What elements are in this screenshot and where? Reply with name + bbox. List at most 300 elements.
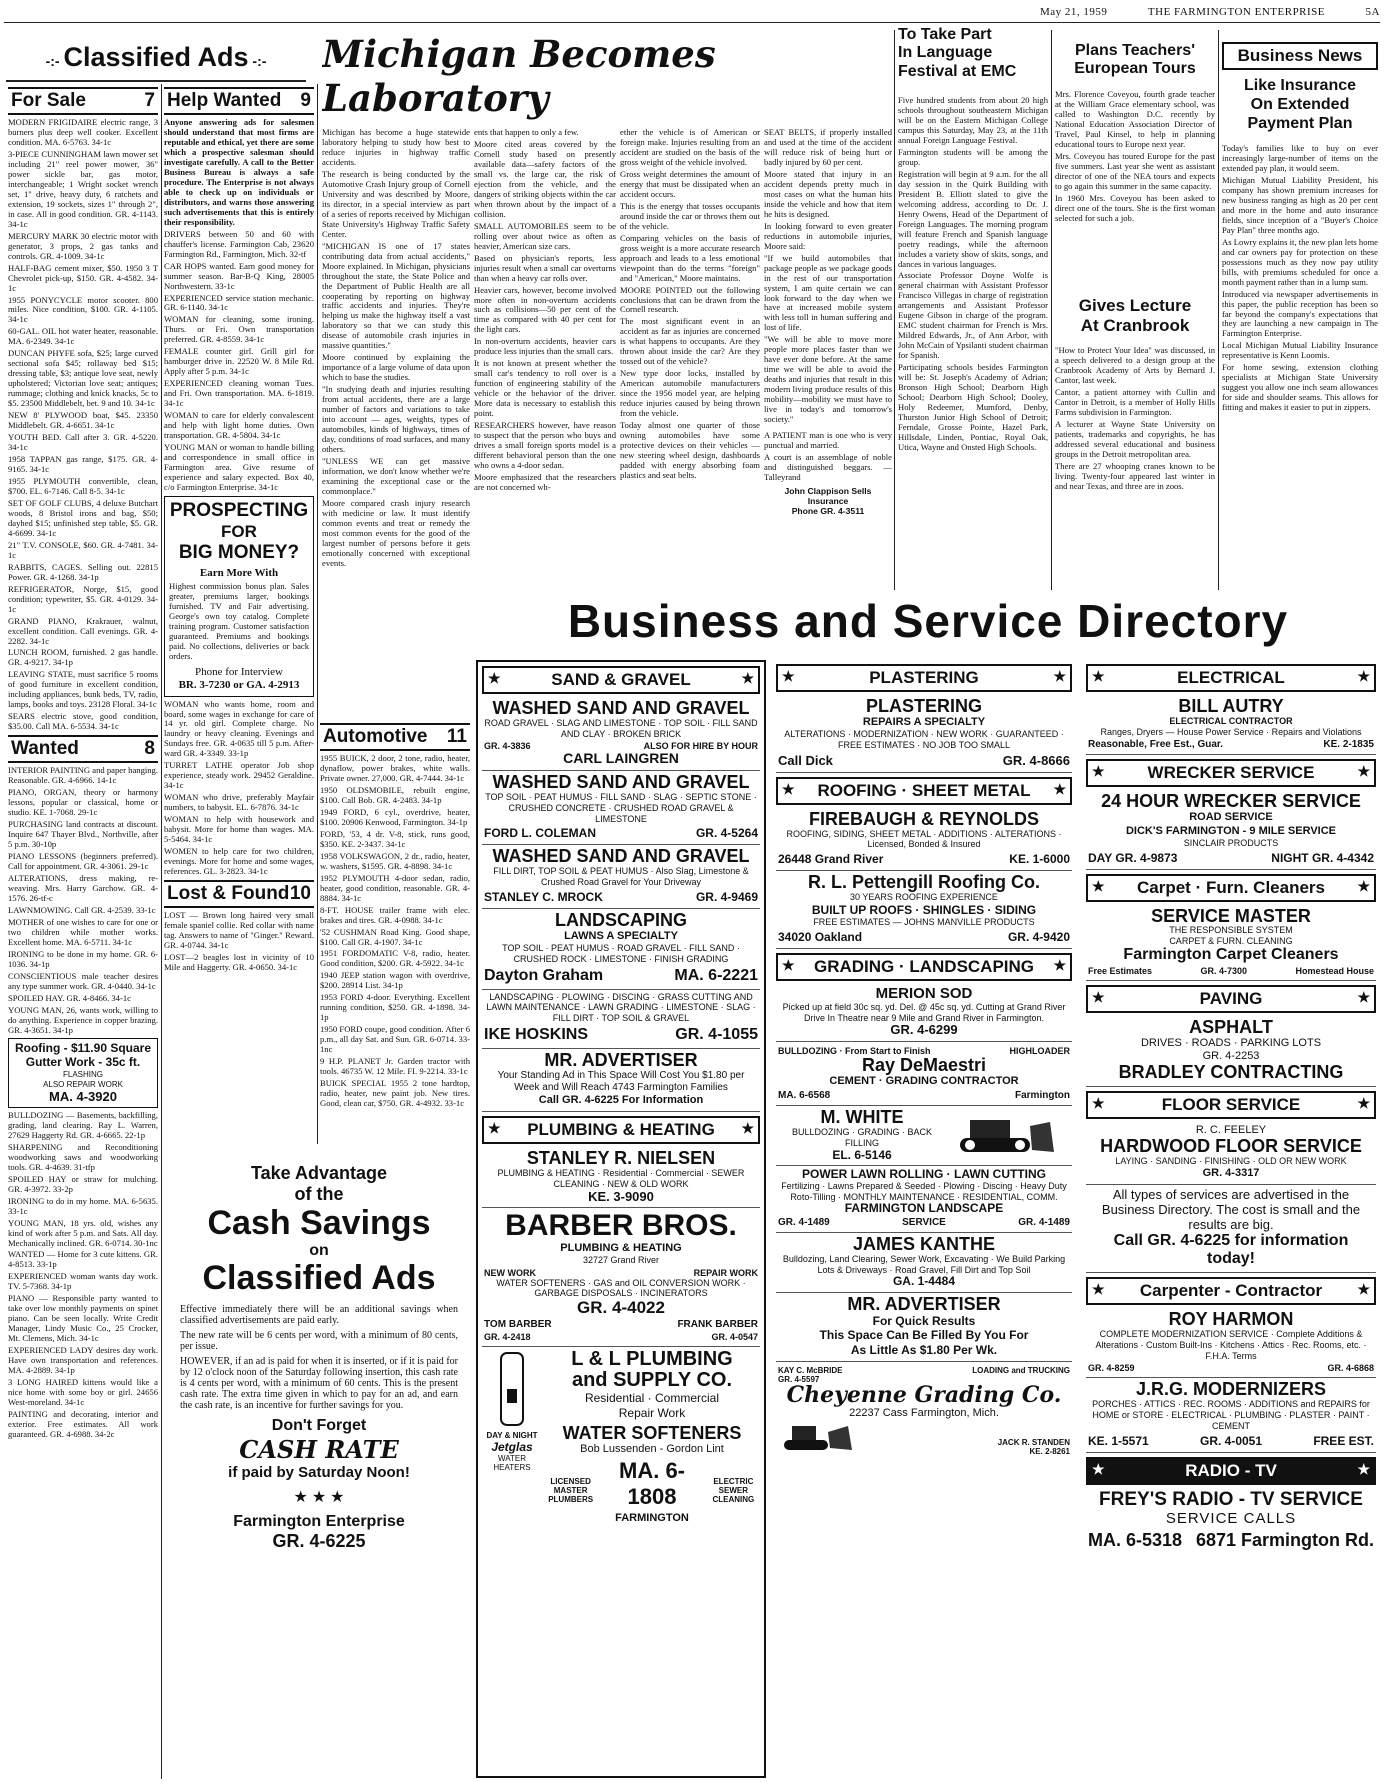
- article-paragraph: Moore continued by explaining the importance of a large volume of data upon which to base the studies.: [322, 352, 470, 383]
- page-header: [1040, 6, 1380, 18]
- biz-ll-right: ELECTRIC SEWER CLEANING: [712, 1477, 755, 1505]
- filler-court: A court is an assemblage of noble and distinguished beggars. —Talleyrand: [764, 452, 892, 482]
- biz-jrg-phone1: KE. 1-5571: [1088, 1433, 1149, 1448]
- automotive-column: [320, 720, 470, 1150]
- biz-merion-sub: Picked up at field 30c sq. yd. Del. @ 45c sq. yd. Cutting at Grand River Drive In Theatre near 9 Mile and Grand River in Farmington.: [782, 1001, 1066, 1023]
- water-heater-graphic: [484, 1349, 540, 1524]
- biz-fl-phone2: GR. 4-1489: [1018, 1216, 1070, 1228]
- category-electrical: ★ ELECTRICAL ★: [1086, 664, 1376, 692]
- biz-barber-phone: GR. 4-4022: [577, 1298, 665, 1318]
- advertiser2-name: MR. ADVERTISER: [847, 1294, 1001, 1315]
- biz-harmon-phone2: GR. 4-6868: [1327, 1363, 1374, 1374]
- roofing-line4: ALSO REPAIR WORK: [43, 1079, 123, 1089]
- biz-pettengill-name: R. L. Pettengill Roofing Co.: [808, 872, 1040, 893]
- article-paragraph: This is the energy that tosses occupants around inside the car or throws them out of the vehicle.: [620, 200, 760, 231]
- biz-laingren-sub: ROAD GRAVEL · SLAG AND LIMESTONE · TOP SOIL · FILL SAND AND CLAY · BROKEN BRICK: [484, 717, 758, 739]
- article-paragraph: Cantor, a patient attorney with Cullin and Cantor in Detroit, is a member of Holly Hills Farms subdivision in Farmington.: [1055, 386, 1215, 417]
- biz-mrock-sub: FILL DIRT, TOP SOIL & PEAT HUMUS · Also Slag, Limestone & Crushed Road Gravel for Your Driveway: [493, 866, 749, 888]
- biz-firebaugh-name: FIREBAUGH & REYNOLDS: [808, 808, 1039, 829]
- classified-ad: 1950 FORD coupe, good condition. After 6 p.m., all day Sat. and Sun. GR. 6-0714. 33-1nc: [320, 1024, 470, 1055]
- cash-rate: CASH RATE: [239, 1434, 399, 1464]
- biz-advertiser-2: [776, 1293, 1072, 1362]
- classified-ad: LOST — Brown long haired very small female spaniel collie. Red collar with name tag. Answers to name of "Ginger." Reward. GR. 4-0744. 34-1c: [164, 910, 314, 950]
- article-paragraph: RESEARCHERS however, have reason to suspect that the person who buys and drives a small foreign sports model is a different behavioral person than the one who owns a 4-door sedan.: [474, 420, 616, 470]
- classified-ad: FORD, '53, 4 dr. V-8, stick, runs good, $350. KE. 2-3437. 34-1c: [320, 828, 470, 849]
- biz-pettengill-sub1: 30 YEARS ROOFING EXPERIENCE: [850, 892, 998, 903]
- biz-ll-name1: L & L PLUMBING: [571, 1348, 733, 1371]
- heater-brand: Jetglas: [491, 1440, 533, 1455]
- classified-ad: REFRIGERATOR, Norge, $15, good condition; typewriter, $5. GR. 4-0129. 34-1c: [8, 583, 158, 614]
- roofing-line1: Roofing - $11.90 Square: [14, 1041, 152, 1056]
- prospecting-ad-box: [164, 496, 314, 697]
- biz-hoskins-sub: LANDSCAPING · PLOWING · DISCING · GRASS CUTTING AND LAWN MAINTENANCE · LAWN GRADING · LIMESTONE · SLAG · FILL DIRT · TOP SOIL & GRAVEL: [486, 991, 756, 1024]
- classified-ad: PIANO — Responsible party wanted to take over low monthly payments on spinet piano. Can be seen locally. Write Credit Manager, Lindy Music Co., 25 Crocker, Mt. Clemens, Mich. 34-1c: [8, 1293, 158, 1344]
- biz-nielsen-sub: PLUMBING & HEATING · Residential · Commercial · SEWER CLEANING · NEW & OLD WORK: [497, 1167, 745, 1189]
- biz-cheyenne-owner1: KAY C. McBRIDE: [778, 1366, 843, 1376]
- biz-sm-right: Homestead House: [1295, 965, 1374, 976]
- biz-kanthe: [776, 1233, 1072, 1293]
- article-paragraph: SEAT BELTS, if properly installed and used at the time of the accident will reduce risk of being hurt or badly injured by 60 per cent.: [764, 128, 892, 167]
- directory-column-2: [772, 660, 1076, 1778]
- classified-ad: GRAND PIANO, Krakrauer, walnut, excellent condition. Call evenings. GR. 4-2282. 34-1c: [8, 615, 158, 646]
- cash-stars: ★ ★ ★: [293, 1488, 345, 1506]
- classified-ad: SPOILED HAY. GR. 4-8466. 34-1c: [8, 992, 131, 1003]
- biz-plastering: [776, 695, 1072, 773]
- article-paragraph: Participating schools besides Farmington will be: St. Joseph's Academy of Adrian; Bronson High School; Dearborn High School; Dearborn High School; Dooley, Holy Redeemer, Mumford, Denby, Thurston Junior High School of Detroit; Ferndale, Grosse Pointe, Hazel Park, Hillsdale, Linden, Pontiac, Royal Oak, Utica, Wayne and Onsted High Schools.: [898, 362, 1048, 452]
- biz-barber-phone1: GR. 4-2418: [484, 1332, 531, 1343]
- crash-column-1: [322, 128, 470, 718]
- article-paragraph: Moore compared crash injury research with medicine or law. It must identify common events and treat or remedy the most common events for the good of the largest number of persons before it gets emotionally concerned with exceptional events.: [322, 497, 470, 568]
- biz-graham-phone: MA. 6-2221: [674, 966, 758, 984]
- biz-fl-name2: FARMINGTON LANDSCAPE: [844, 1201, 1004, 1216]
- biz-nielsen: [482, 1147, 760, 1208]
- article-paragraph: SMALL AUTOMOBILES seem to be rolling over about twice as often as heavier, American size cars.: [474, 220, 616, 251]
- biz-pettengill-phone: GR. 4-9420: [1007, 930, 1070, 945]
- classified-ad: IRONING to be done in my home. GR. 6-1036. 34-1p: [8, 948, 158, 969]
- roofing-phone: MA. 4-3920: [49, 1088, 117, 1104]
- biz-wrecker-sub2: DICK'S FARMINGTON - 9 MILE SERVICE: [1125, 824, 1336, 837]
- classified-ad: WOMAN who wants home, room and board, some wages in exchange for care of 14 yr. old girl. Complete charge. No laundry or heavy cleaning. Evenings and Sundays free. GR. 4-0635 till 5 p.m. After-ward GR. 4-3349. 33-1p: [164, 698, 314, 759]
- article-paragraph: Today almost one quarter of those owning automobiles have some protective devices on their vehicles — new steering wheel design, dashboards padded with energy absorbing foam plastics and seat belts.: [620, 420, 760, 480]
- heater-label: DAY & NIGHT: [486, 1431, 538, 1441]
- article-paragraph: "We will be able to move more people more places faster than we have ever done before. At the same time we will be able to avoid the deaths and injuries that result in this modern living produce results of this mobility—mobility we must have to live in today's and tomorrow's society.": [764, 334, 892, 425]
- biz-freys: [1086, 1488, 1376, 1555]
- biz-pettengill-sub3: FREE ESTIMATES — JOHNS MANVILLE PRODUCTS: [813, 917, 1035, 928]
- bn-headline-line1: Like Insurance: [1243, 77, 1357, 94]
- cash-line1: Take Advantage: [250, 1163, 388, 1183]
- bulldozer-icon: [950, 1112, 1070, 1158]
- cash-phone: GR. 4-6225: [272, 1530, 366, 1551]
- automotive-list: [320, 754, 470, 1109]
- roofing-line2: Gutter Work - 35c ft.: [25, 1055, 141, 1070]
- classified-ad: CAR HOPS wanted. Earn good money for summer season. Bar-B-Q King, 28005 Northwestern. 33-1c: [164, 260, 314, 291]
- teachers-headline-line1: Plans Teachers': [1074, 42, 1195, 59]
- article-paragraph: Moore emphasized that the researchers are not concerned wh-: [474, 471, 616, 492]
- category-plumbing-heating: ★ PLUMBING & HEATING ★: [482, 1116, 760, 1144]
- wanted-header: Wanted 8: [8, 735, 158, 763]
- issue-date: May 21, 1959: [1040, 6, 1108, 18]
- classified-ad: EXPERIENCED cleaning woman Tues. and Fri. Own transportation. MA. 6-1819. 34-1c: [164, 378, 314, 409]
- biz-autry-name: BILL AUTRY: [1178, 696, 1284, 716]
- lost-found-list: [164, 911, 314, 973]
- cash-savings-ad: [168, 1155, 470, 1655]
- biz-demaestri-sub: CEMENT · GRADING CONTRACTOR: [829, 1074, 1019, 1087]
- classified-title: -:- Classified Ads -:-: [45, 42, 267, 72]
- biz-freys-addr: 6871 Farmington Rd.: [1195, 1529, 1374, 1550]
- advertiser1-name: MR. ADVERTISER: [544, 1050, 698, 1070]
- promo-body: All types of services are advertised in the Business Directory. The cost is small and the results are big.: [1101, 1187, 1361, 1233]
- wanted-list: [8, 766, 158, 1035]
- biz-freys-sub: SERVICE CALLS: [1165, 1509, 1297, 1527]
- classified-ad: WOMAN who drive, preferably Mayfair numbers, to babysit. EL. 6-7876. 34-1c: [164, 792, 314, 813]
- cash-paper: Farmington Enterprise: [233, 1512, 405, 1530]
- category-carpet: ★ Carpet · Furn. Cleaners ★: [1086, 874, 1376, 902]
- classified-ad: DRIVERS between 50 and 60 with chauffer's license. Farmington Cab, 23620 Farmington Rd., Farmington, Mich. 32-tf: [164, 228, 314, 259]
- classified-ad: ALTERATIONS, dress making, re-weaving. Mrs. Harry Garchow. GR. 4-1576. 26-tf-c: [8, 872, 158, 903]
- biz-fl-phone1: GR. 4-1489: [778, 1216, 830, 1228]
- classified-column-1: [8, 84, 158, 1779]
- biz-feeley-owner: R. C. FEELEY: [1195, 1123, 1267, 1136]
- lecture-article: [1055, 346, 1215, 588]
- prospecting-phones: BR. 3-7230 or GA. 4-2913: [178, 678, 300, 691]
- article-paragraph: For home sewing, extension clothing specialists at Michigan State University suggest you allow one inch seam allowances for side and shoulder seams. This allows for fitting and makes it easier to put in zippers.: [1222, 362, 1378, 413]
- biz-barber-owner2: FRANK BARBER: [677, 1319, 758, 1331]
- cash-line4: on: [309, 1242, 329, 1260]
- filler-patient: A PATIENT man is one who is very punctual and married.: [764, 430, 892, 451]
- classified-ad: PIANO, ORGAN, theory or harmony lessons, popular or classical, home or studio. KE. 1-7068. 29-1c: [8, 787, 158, 818]
- biz-laingren-phone: GR. 4-3836: [484, 741, 531, 752]
- prospecting-title1: PROSPECTING: [169, 499, 309, 521]
- biz-plastering-sub1: REPAIRS A SPECIALTY: [862, 715, 986, 728]
- biz-demaestri: [776, 1042, 1072, 1106]
- biz-coleman-owner: FORD L. COLEMAN: [484, 826, 596, 841]
- biz-freys-name: FREY'S RADIO - TV SERVICE: [1099, 1488, 1363, 1510]
- article-paragraph: A lecturer at Wayne State University on patients, trademarks and copyrights, he has addressed several educational and business groups in the Detroit metropolitan area.: [1055, 418, 1215, 459]
- biz-fl-name: POWER LAWN ROLLING · LAWN CUTTING: [802, 1167, 1046, 1182]
- biz-pettengill: [776, 871, 1072, 949]
- biz-mrock-owner: STANLEY C. MROCK: [484, 889, 603, 904]
- heater-sub: WATER HEATERS: [493, 1454, 531, 1473]
- prospecting-body: Highest commission bonus plan. Sales greater, premiums larger, bookings furnished. TV and Fair advertising. George's own toy catalog. Complete training program. Customer satisfaction guaranteed. Premiums and bookings paid. No collections, deliveries or back orders.: [169, 581, 309, 662]
- help-wanted-list: [164, 230, 314, 493]
- prospecting-sub: Earn More With: [199, 566, 279, 579]
- biz-white-name: M. WHITE: [820, 1107, 904, 1128]
- prospecting-title2: FOR: [221, 521, 257, 541]
- biz-plastering-phone: GR. 4-8666: [1002, 752, 1070, 768]
- biz-freys-phone: MA. 6-5318: [1088, 1529, 1183, 1550]
- article-paragraph: Moore cited areas covered by the Cornell study based on presently available data—safety factors of the small vs. the large car, the risk of ejection from the vehicle, and the dangers of striking objects within the car when thrown about by the impact of a collision.: [474, 138, 616, 219]
- teachers-headline: [1055, 42, 1215, 86]
- classified-ad: 1955 PONYCYCLE motor scooter. 800 miles. Nice condition, $100. GR. 4-1105. 34-1c: [8, 294, 158, 325]
- biz-firebaugh-sub: ROOFING, SIDING, SHEET METAL · ADDITIONS · ALTERATIONS · Licensed, Bonded & Insured: [786, 828, 1062, 850]
- article-paragraph: ents that happen to only a few.: [474, 128, 579, 137]
- classified-ad: WOMAN to help with housework and babysit. More for home than wages. MA. 5-5464. 34-1c: [164, 814, 314, 845]
- bn-headline-line3: Payment Plan: [1247, 115, 1353, 133]
- for-sale-list: [8, 118, 158, 732]
- article-paragraph: In 1960 Mrs. Coveyou has been asked to direct one of the tours. She is the first woman selected for such a job.: [1055, 192, 1215, 223]
- biz-bradley-sub: DRIVES · ROADS · PARKING LOTS: [1140, 1036, 1322, 1049]
- biz-advertiser-1: [482, 1049, 760, 1112]
- business-news-header: Business News: [1222, 42, 1378, 70]
- biz-coleman: [482, 771, 760, 845]
- classified-ad: DUNCAN PHYFE sofa, $25; large curved sectional sofa $45; rollaway bed $15; dressing table, $3; antique love seat, newly upholstered; Victorian love seat; antiques; rummage; clothing and knick knacks, 5c to $5. 23500 Middlebelt, bet. 9 and 10. 34-1c: [8, 348, 158, 409]
- biz-autry: [1086, 695, 1376, 755]
- prospecting-title3: BIG MONEY?: [178, 541, 300, 563]
- biz-hoskins-owner: IKE HOSKINS: [484, 1026, 589, 1043]
- directory-title: Business and Service Directory: [567, 595, 1289, 647]
- classified-ad: MODERN FRIGIDAIRE electric range, 3 burners plus deep well cooker. Excellent condition. MA. 6-5763. 34-1c: [8, 117, 158, 147]
- bn-headline-line2: On Extended: [1250, 96, 1350, 114]
- biz-service-master: [1086, 905, 1376, 981]
- biz-nielsen-name: STANLEY R. NIELSEN: [526, 1148, 716, 1169]
- article-paragraph: Gross weight determines the amount of energy that must be dissipated when an accident occurs.: [620, 168, 760, 199]
- biz-kanthe-name: JAMES KANTHE: [852, 1233, 995, 1254]
- biz-wrecker: [1086, 790, 1376, 869]
- biz-jrg-name: J.R.G. MODERNIZERS: [1135, 1379, 1327, 1400]
- biz-laingren-owner: CARL LAINGREN: [563, 750, 679, 767]
- biz-autry-sub2: Ranges, Dryers — House Power Service · Repairs and Violations: [1100, 726, 1362, 737]
- biz-wrecker-sub1: ROAD SERVICE: [1189, 811, 1273, 824]
- classified-ad: NEW 8' PLYWOOD boat, $45. 23350 Middlebelt. GR. 4-6651. 34-1c: [8, 410, 158, 431]
- category-roofing: ★ ROOFING · SHEET METAL ★: [776, 777, 1072, 805]
- classified-column-2: [164, 84, 314, 1144]
- biz-jrg-sub: PORCHES · ATTICS · REC. ROOMS · ADDITIONS and REPAIRS for HOME or STORE · ELECTRICAL · PLUMBING · PLASTER · PAINT · CEMENT: [1092, 1399, 1370, 1431]
- automotive-header: Automotive 11: [320, 723, 470, 751]
- classified-ad: 1958 VOLKSWAGON, 2 dr., radio, heater, w. washers, $1595. GR. 4-8898. 34-1c: [320, 850, 470, 871]
- article-paragraph: Moore stated that injury in an accident depends pretty much in most cases on what the human hits inside the vehicle and how that item he hits is designed.: [764, 168, 892, 219]
- biz-directory-promo: [1086, 1185, 1376, 1273]
- lecture-headline: [1055, 296, 1215, 342]
- article-paragraph: Farmington students will be among the group.: [898, 146, 1048, 167]
- prospecting-call: Phone for Interview: [195, 666, 283, 679]
- biz-cheyenne-owner2: JACK R. STANDEN: [997, 1438, 1070, 1448]
- article-paragraph: "MICHIGAN IS one of 17 states contributing data from actual accidents," Moore explained. In Michigan, physicians throughout the state, the State Police and the Department of Public Health are all cooperating by reporting on highway traffic accidents and injuries. They're helping us make the highway itself a vast laboratory so that we can study this disease of automobile crash injuries in massive quantities.": [322, 240, 470, 351]
- article-paragraph: "How to Protect Your Idea" was discussed, in a speech delivered to a design group at the Cranbrook Academy of Arts by Bernard J. Cantor, last week.: [1055, 346, 1215, 385]
- biz-wrecker-day: DAY GR. 4-9873: [1088, 850, 1178, 865]
- classified-ad: TURRET LATHE operator Job shop experience, steady work. 29452 Geraldine. 34-1c: [164, 760, 314, 791]
- biz-jrg-phone2: GR. 4-0051: [1199, 1433, 1263, 1448]
- biz-fl-sub: Fertilizing · Lawns Prepared & Seeded · Plowing · Discing · Heavy Duty Roto-Tilling · MONTHLY MAINTENANCE · RESIDENTIAL, COMM.: [781, 1180, 1067, 1202]
- biz-mrock: [482, 845, 760, 908]
- classified-ad: CONSCIENTIOUS male teacher desires any type summer work. GR. 4-0440. 34-1c: [8, 970, 158, 991]
- article-paragraph: "UNLESS WE can get massive information, we don't know whether we're examining the exceptional case or the commonplace.": [322, 456, 470, 496]
- biz-firebaugh-addr: 26448 Grand River: [778, 852, 884, 867]
- biz-ll-name2: and SUPPLY CO.: [571, 1369, 733, 1392]
- category-grading: ★ GRADING · LANDSCAPING ★: [776, 953, 1072, 981]
- biz-cheyenne-name: Cheyenne Grading Co.: [786, 1382, 1062, 1409]
- classified-ad: SHARPENING and Reconditioning woodworking saws and woodworking tools. GR. 4-4639. 31-tfp: [8, 1141, 158, 1172]
- biz-barber-sub1: PLUMBING & HEATING: [560, 1241, 682, 1254]
- classified-ad: BULLDOZING — Basements, backfilling, grading, land clearing. Ray L. Warren, 27629 Haggerty Rd. GR. 4-6665. 22-1p: [8, 1109, 158, 1140]
- biz-plastering-owner: Call Dick: [778, 752, 833, 768]
- biz-feeley: [1086, 1122, 1376, 1185]
- biz-cheyenne: [776, 1362, 1072, 1460]
- business-news-headline: [1222, 76, 1378, 140]
- language-headline-line3: Festival at EMC: [898, 62, 1017, 80]
- biz-mrock-name: WASHED SAND AND GRAVEL: [492, 846, 750, 867]
- biz-farmington-landscape: [776, 1166, 1072, 1233]
- biz-kanthe-phone: GA. 1-4484: [892, 1274, 956, 1289]
- category-carpenter: ★ Carpenter - Contractor ★: [1086, 1277, 1376, 1305]
- article-paragraph: The most significant event in an accident as far as injuries are concerned is what happens to occupants. Are they thrown about inside the car? Are they tossed out of the vehicle?: [620, 316, 760, 367]
- category-paving: ★ PAVING ★: [1086, 985, 1376, 1013]
- biz-graham: [482, 909, 760, 990]
- classified-ad: 60-GAL. OIL hot water heater, reasonable. MA. 6-2349. 34-1c: [8, 326, 158, 347]
- crash-column-2: [474, 128, 616, 588]
- language-article: [898, 96, 1048, 588]
- article-paragraph: Mrs. Florence Coveyou, fourth grade teacher at the William Grace elementary school, was called to Washington D.C. recently by National Education Association Director of Travel, Paul Kinsel, to help in planning educational tours to Europe next year.: [1055, 90, 1215, 149]
- article-paragraph: Registration will begin at 9 a.m. for the all day session in the Quirk Building with President B. Elliott slated to give the welcoming address, according to Dr. J. Henry Owens, Head of the Department of Foreign Languages. The morning program will feature French and Spanish language poetry readings, while the afternoon includes a variety show of skits, songs, and dances in various languages.: [898, 168, 1048, 269]
- article-paragraph: MOORE POINTED out the following conclusions that can be drawn from the Cornell research.: [620, 284, 760, 315]
- article-paragraph: It is not known at present whether the small car's tendency to roll over is a function of engineering stability of the vehicle or the behavior of the driver. More data is necessary to establish this point.: [474, 358, 616, 419]
- biz-sm-name: SERVICE MASTER: [1151, 905, 1311, 926]
- category-sand-gravel: ★ SAND & GRAVEL ★: [482, 666, 760, 694]
- biz-jrg-free: FREE EST.: [1313, 1433, 1374, 1448]
- classified-ad: LOST—2 beagles lost in vicinity of 10 Mile and Haggerty. GR. 4-0650. 34-1c: [164, 951, 314, 972]
- biz-autry-sub1: ELECTRICAL CONTRACTOR: [1169, 715, 1293, 726]
- biz-laingren-extra: ALSO FOR HIRE BY HOUR: [643, 741, 758, 752]
- language-headline-line1: To Take Part: [898, 26, 992, 43]
- biz-demaestri-phone: MA. 6-6568: [778, 1090, 831, 1102]
- biz-plastering-sub: ALTERATIONS · MODERNIZATION · NEW WORK · GUARANTEED · FREE ESTIMATES · NO JOB TOO SMALL: [784, 729, 1064, 750]
- insurance-ad-line2: Phone GR. 4-3511: [791, 505, 865, 516]
- article-paragraph: Today's families like to buy on ever increasingly large-number of items on the extended pay plan, it would seem.: [1222, 144, 1378, 173]
- article-paragraph: "In studying death and injuries resulting from actual accidents, there are a large number of factors and variations to take into account — ages, weights, types of automobiles, kinds of highways, times of day, conditions of road surfaces, and many others.: [322, 384, 470, 455]
- advertiser2-body1: For Quick Results: [872, 1313, 976, 1328]
- biz-feeley-name: HARDWOOD FLOOR SERVICE: [1100, 1136, 1362, 1157]
- classified-ad: SPOILED HAY or straw for mulching. GR. 4-3972. 33-2p: [8, 1173, 158, 1194]
- biz-mrock-phone: GR. 4-9469: [695, 889, 758, 904]
- biz-sm-left: Free Estimates: [1088, 965, 1153, 976]
- article-paragraph: Introduced via newspaper advertisements in this paper, the public reception has been so far beyond the company's expectations that they are launching a new campaign in The Farmington Enterprise.: [1222, 288, 1378, 339]
- classified-ad: 3-PIECE CUNNINGHAM lawn mower set including 21" reel power mower, 36" power sickle bar, gas motor, interchangeable; 1 Wright socket wrench set, 1" drive, heavy duty, 6 ratchets and extension, 19 sockets, sizes 1" through 2", in case. All in good condition. GR. 4-1143. 34-1c: [8, 148, 158, 229]
- classified-ad: YOUTH BED. Call after 3. GR. 4-5220. 34-1c: [8, 432, 158, 453]
- classified-ad: LEAVING STATE, must sacrifice 5 rooms of good furniture in excellent condition, including appliances, bunk beds, TV, radio, lamps, books and toys. 23128 Floral. 34-1c: [8, 669, 158, 710]
- biz-graham-sub: TOP SOIL · PEAT HUMUS · ROAD GRAVEL · FILL SAND · CRUSHED ROCK · LIMESTONE · FINISH GRADING: [502, 943, 740, 964]
- directory-column-1: [476, 660, 766, 1778]
- biz-sm-sub2: CARPET & FURN. CLEANING: [1169, 936, 1293, 947]
- biz-l-and-l: [482, 1347, 760, 1528]
- advertiser1-body: Your Standing Ad in This Space Will Cost You $1.80 per Week and Will Reach 4743 Farmington Families: [497, 1069, 745, 1093]
- biz-firebaugh: [776, 808, 1072, 871]
- classified-ad: IRONING to do in my home. MA. 6-5635. 33-1c: [8, 1195, 158, 1216]
- biz-sm-sub1: THE RESPONSIBLE SYSTEM: [1169, 925, 1293, 936]
- classified-ad: 1949 FORD, 6 cyl., overdrive, heater, $100. 20906 Kenwood, Farmington. 34-1p: [320, 806, 470, 827]
- classified-ad: SET OF GOLF CLUBS, 4 deluxe Butchart woods, 8 Bristol irons and bag, $50; dayhed $15; unfinished step table, $5. GR. 4-6699. 34-1c: [8, 497, 158, 538]
- lecture-headline-line1: Gives Lecture: [1078, 296, 1192, 315]
- biz-feeley-sub: LAYING · SANDING · FINISHING · OLD OR NEW WORK: [1115, 1156, 1347, 1167]
- biz-demaestri-left: BULLDOZING · From Start to Finish: [778, 1046, 931, 1057]
- classified-ad: WOMAN for cleaning, some ironing. Thurs. or Fri. Own transportation preferred. GR. 4-8559. 34-1c: [164, 314, 314, 345]
- article-paragraph: Mrs. Coveyou has toured Europe for the past five summers. Last year she went as assistant director of one of the NEA tours and expects to go again this summer in the same capacity.: [1055, 150, 1215, 191]
- biz-coleman-sub: TOP SOIL · PEAT HUMUS · FILL SAND · SLAG · SEPTIC STONE · CRUSHED CONCRETE · CRUSHED ROAD GRAVEL & LIMESTONE: [485, 792, 757, 824]
- biz-harmon: [1086, 1308, 1376, 1378]
- classified-ad: 21" T.V. CONSOLE, $60. GR. 4-7481. 34-1c: [8, 539, 158, 560]
- cash-noon: if paid by Saturday Noon!: [228, 1463, 410, 1481]
- biz-white-sub: BULLDOZING · GRADING · BACK FILLING: [791, 1126, 933, 1148]
- classified-ad: 1955 PLYMOUTH convertible, clean, $700. EL. 6-7146. Call 8-5. 34-1c: [8, 475, 158, 496]
- biz-ll-phone: MA. 6-1808: [619, 1457, 685, 1509]
- biz-feeley-phone: GR. 4-3317: [1202, 1166, 1260, 1179]
- crash-column-4: [764, 128, 892, 588]
- classified-ad: 1955 BUICK, 2 door, 2 tone, radio, heater, dynaflow, power brakes, white walls. Private owner. 27,000. GR. 4-7444. 34-1c: [320, 753, 470, 783]
- biz-laingren: [482, 697, 760, 771]
- biz-barber-left: NEW WORK: [484, 1267, 536, 1278]
- lost-found-header: Lost & Found 10: [164, 880, 314, 908]
- help-wanted-list-continued: [164, 700, 314, 877]
- biz-ll-softeners: WATER SOFTENERS: [562, 1422, 742, 1443]
- help-wanted-intro: Anyone answering ads for salesmen should understand that most firms are reputable and ethical, yet there are some which a prospective salesman should investigate carefully. A call to the Better Business Bureau is always a safe procedure. The Enterprise is not always able to check up on individuals or distributors, and warns those answering such advertisements that this is entirely their responsibility.: [164, 117, 314, 227]
- biz-ll-sub: Residential · Commercial: [584, 1391, 720, 1406]
- biz-pettengill-sub2: BUILT UP ROOFS · SHINGLES · SIDING: [811, 902, 1037, 917]
- biz-bradley-asphalt: ASPHALT: [1189, 1016, 1273, 1037]
- biz-nielsen-phone: KE. 3-9090: [588, 1188, 654, 1204]
- insurance-ad: [764, 487, 892, 517]
- biz-jrg: [1086, 1378, 1376, 1452]
- business-news-article: [1222, 144, 1378, 590]
- crash-headline: [322, 32, 882, 122]
- biz-cheyenne-addr: 22237 Cass Farmington, Mich.: [849, 1407, 999, 1420]
- classified-ad: YOUNG MAN or woman to handle billing and correspondence in small office in Farmington area. Give resume of experience and salary expected. Box 40, c/o Farmington Enterprise. 34-1c: [164, 442, 314, 492]
- advertiser2-body2: This Space Can Be Filled By You For: [819, 1328, 1029, 1343]
- biz-barber-owner1: TOM BARBER: [484, 1319, 552, 1331]
- classified-ad: YOUNG MAN, 26, wants work, willing to do anything. Experience in copper brazing. GR. 4-3651. 34-1p: [8, 1004, 158, 1035]
- biz-m-white: [776, 1106, 1072, 1166]
- biz-barber-name: BARBER BROS.: [505, 1209, 737, 1243]
- biz-barber-addr: 32727 Grand River: [582, 1254, 660, 1265]
- article-paragraph: As Lowry explains it, the new plan lets home and car owners pay for protection on these possessions much as they now pay utility bills, with premiums scheduled for once a month payment rather than in a lump sum.: [1222, 236, 1378, 287]
- biz-merion-sod: [776, 984, 1072, 1042]
- classified-ad: 1950 OLDSMOBILE, rebuilt engine, $100. Call Bob. GR. 4-2483. 34-1p: [320, 784, 470, 805]
- classified-ad: EXPERIENCED woman wants day work. TV. 5-7368. 34-1p: [8, 1271, 158, 1292]
- classified-ad: 1958 TAPPAN gas range, $175. GR. 4-9165. 34-1c: [8, 454, 158, 474]
- biz-harmon-name: ROY HARMON: [1168, 1309, 1294, 1330]
- biz-hoskins-phone: GR. 4-1055: [675, 1026, 758, 1043]
- biz-ll-owners: Bob Lussenden - Gordon Lint: [580, 1442, 724, 1455]
- classified-ad: 1952 PLYMOUTH 4-door sedan, radio, heater, good condition, reasonable. GR. 4-8884. 34-1c: [320, 872, 470, 903]
- classified-ad: FEMALE counter girl. Grill girl for hamburger drive in. 22520 W. 8 Mile Rd. Apply after 5 p.m. 34-1c: [164, 346, 314, 377]
- classified-ad: 1953 FORD 4-door. Everything. Excellent running condition, $250. GR. 4-1898. 34-1p: [320, 992, 470, 1023]
- biz-sm-phone: GR. 4-7300: [1200, 965, 1248, 976]
- article-paragraph: Comparing vehicles on the basis of gross weight is a more accurate research approach and leads to a less emotional viewpoint than do the terms "foreign" and "American," Moore maintains.: [620, 232, 760, 283]
- classified-ad: 1951 FORDOMATIC V-8, radio, heater. Good condition, $200. GR. 4-5922. 34-1c: [320, 948, 470, 969]
- cash-line2: of the: [294, 1184, 344, 1204]
- article-paragraph: New type door locks, installed by American automobile manufacturers since the 1956 model year, are helping reduce injuries caused by being thrown from the vehicle.: [620, 368, 760, 419]
- cash-line5: Classified Ads: [202, 1259, 436, 1298]
- biz-autry-left: Reasonable, Free Est., Guar.: [1088, 739, 1224, 751]
- classified-ad: LAWNMOWING. Call GR. 4-2539. 33-1c: [8, 904, 156, 915]
- cash-para2: The new rate will be 6 cents per word, with a minimum of 80 cents, per issue.: [180, 1329, 458, 1352]
- classified-ad: SEARS electric stove, good condition, $35.00. Call MA. 6-5534. 34-1c: [8, 711, 158, 732]
- biz-bradley: [1086, 1016, 1376, 1087]
- classified-ad: EXPERIENCED service station mechanic. GR. 6-1140. 34-1c: [164, 292, 314, 313]
- biz-cheyenne-phone2: KE. 2-8261: [1029, 1447, 1070, 1457]
- teachers-headline-line2: European Tours: [1074, 60, 1196, 78]
- biz-merion-phone: GR. 4-6299: [890, 1022, 958, 1038]
- article-paragraph: Heavier cars, however, become involved more often in non-overturn accidents such as collisions—50 per cent of the time as compared with 40 per cent for the light cars.: [474, 284, 616, 335]
- biz-harmon-phone1: GR. 4-8259: [1088, 1363, 1135, 1374]
- lecture-headline-line2: At Cranbrook: [1080, 315, 1190, 335]
- crash-headline-line2: [322, 121, 882, 122]
- page-number: 5A: [1365, 6, 1380, 18]
- biz-barber-phone2: GR. 4-0547: [711, 1332, 758, 1343]
- classified-ad: MERCURY MARK 30 electric motor with generator, 3 props, 2 gas tanks and controls. GR. 4-1009. 34-1c: [8, 230, 158, 261]
- language-headline: [898, 26, 1048, 94]
- classified-ad: '52 CUSHMAN Road King. Good shape, $100. Call GR. 4-1907. 34-1c: [320, 926, 470, 947]
- biz-barber-bros: [482, 1208, 760, 1347]
- biz-cheyenne-top: LOADING and TRUCKING: [972, 1366, 1070, 1376]
- for-sale-header: For Sale 7: [8, 87, 158, 115]
